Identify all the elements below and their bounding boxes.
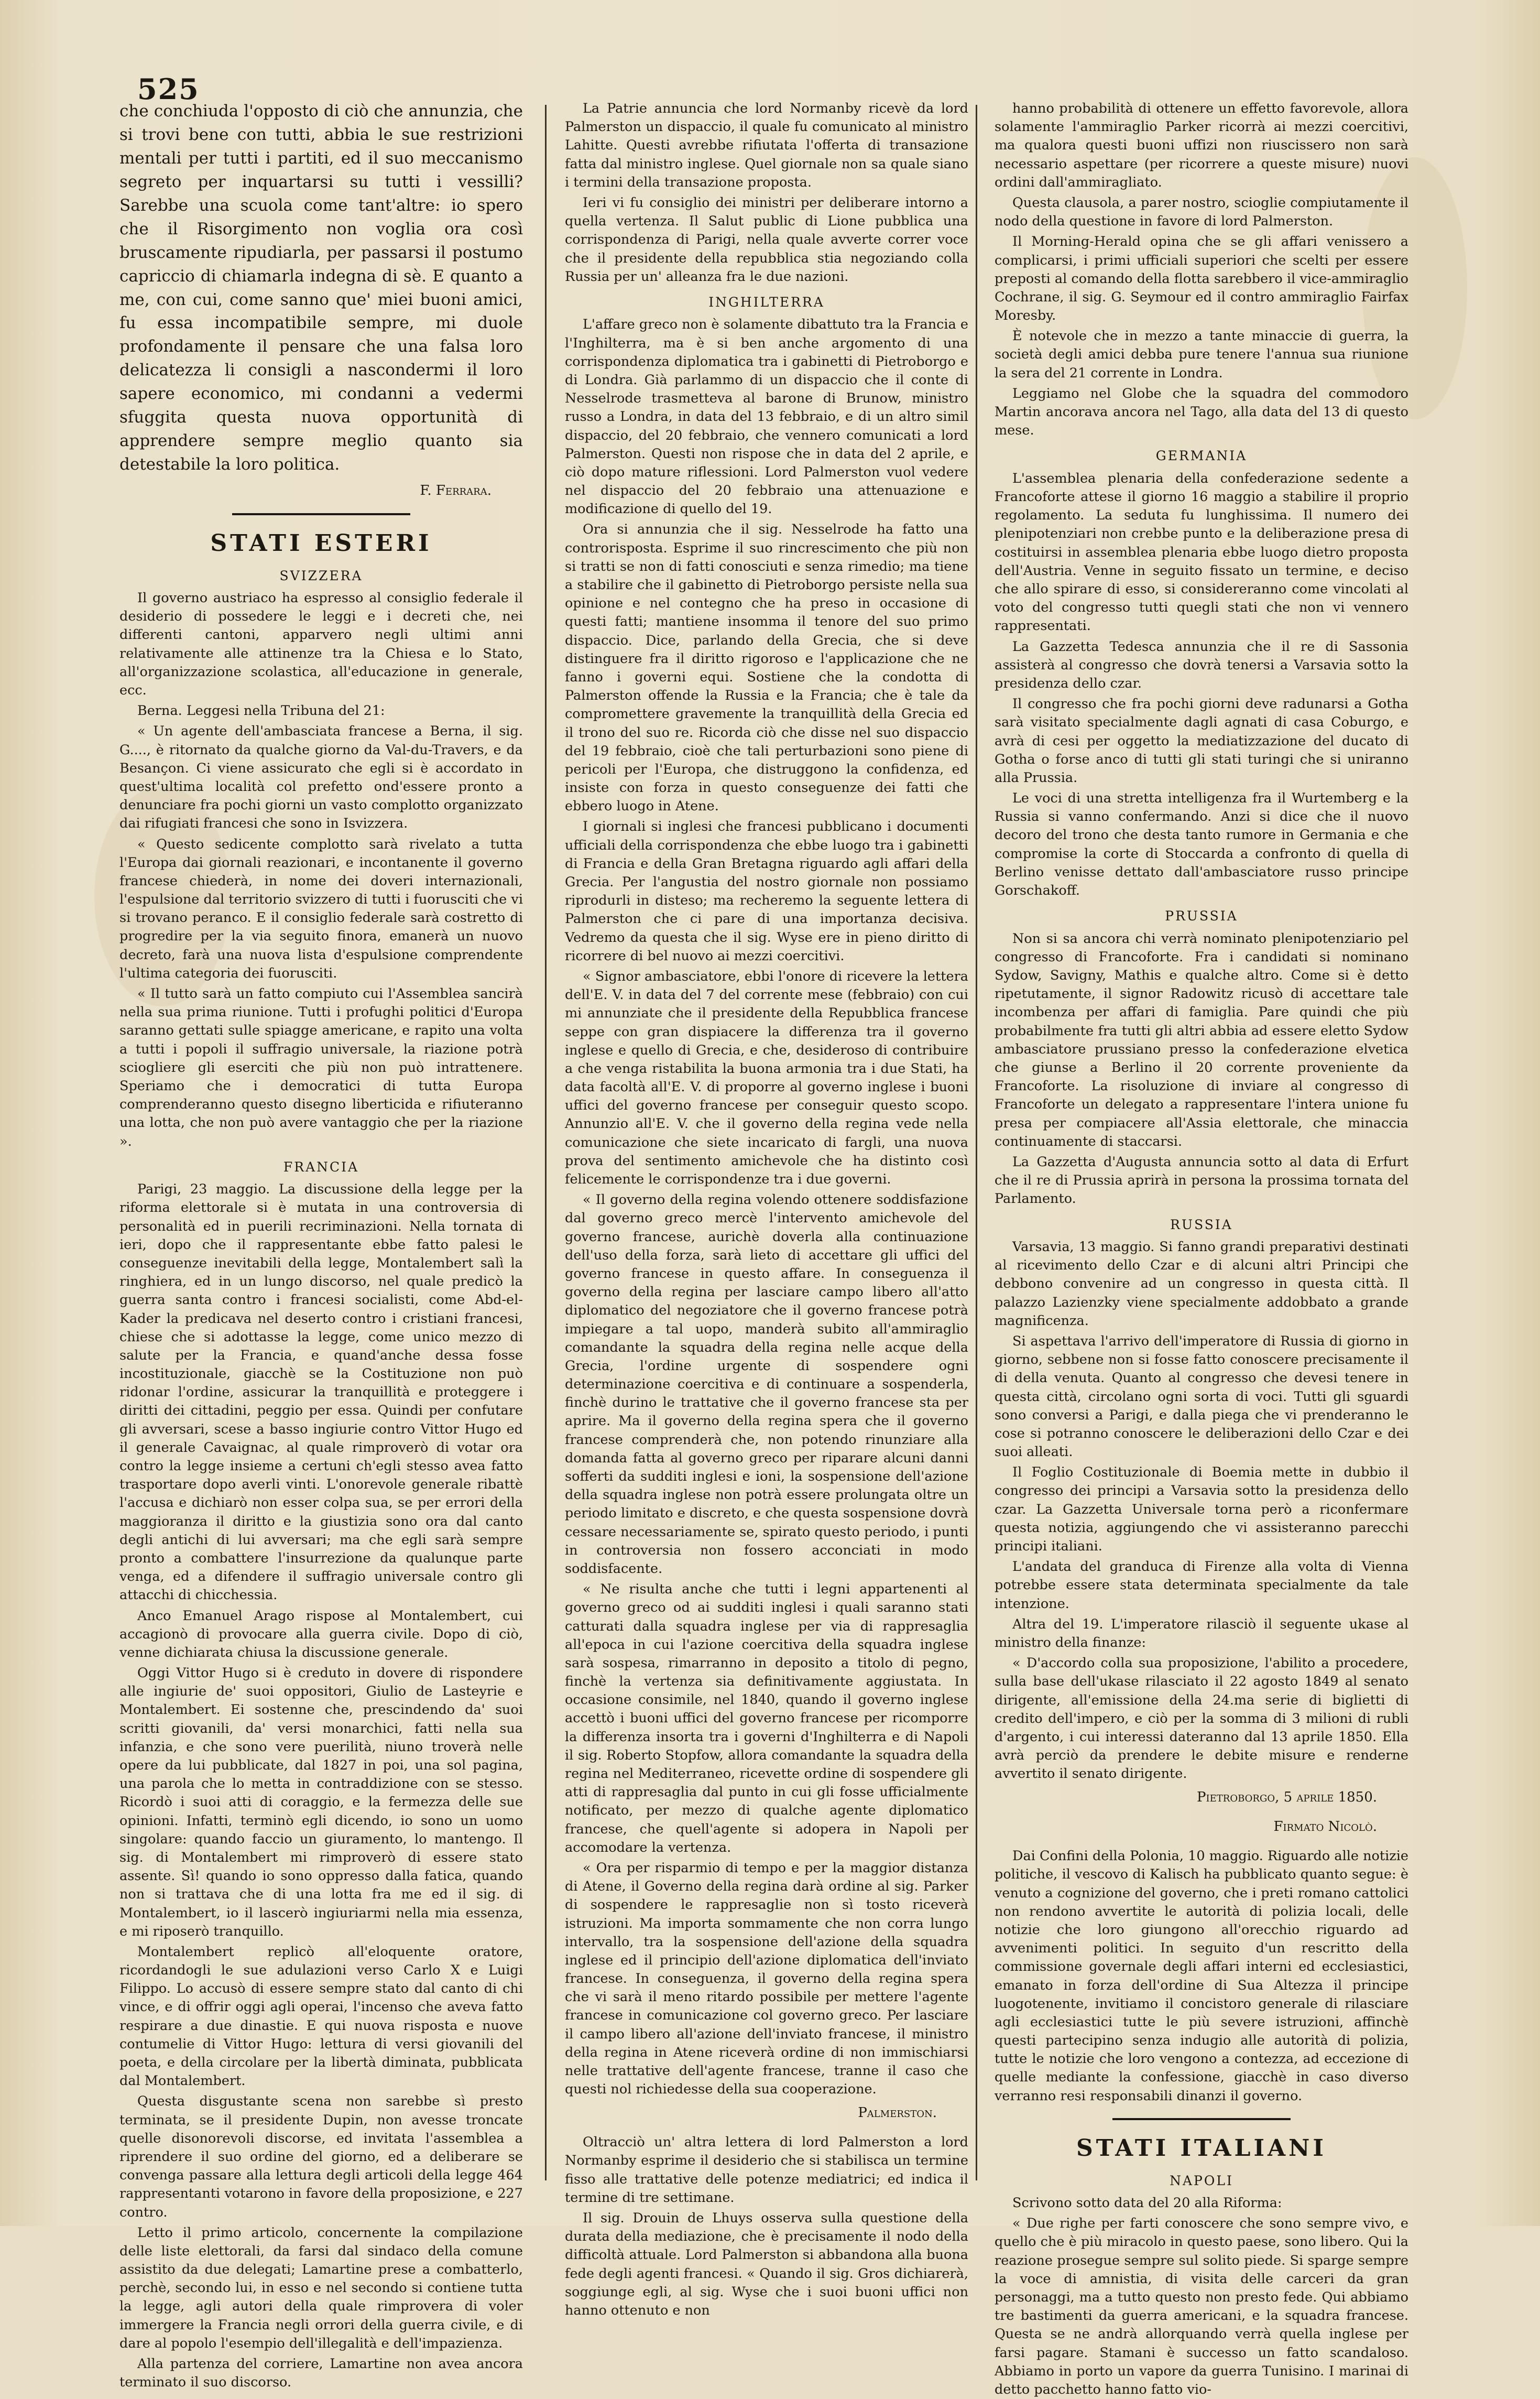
article-paragraph: Il sig. Drouin de Lhuys osserva sulla questione della durata della mediazione, che è precisamente il nodo della difficoltà attuale. Lord Palmerston si abbandona alla buona fede degli agenti francesi. « Quando il sig. Gros dichiarerà, soggiunge egli, al sig. Wyse che i suoi buoni uffici non hanno ottenuto e non (565, 2210, 968, 2318)
article-paragraph: Questa clausola, a parer nostro, scioglie compiutamente il nodo della questione in favore di lord Palmerston. (995, 194, 1408, 230)
article-paragraph: L'affare greco non è solamente dibattuto tra la Francia e l'Inghilterra, ma è si ben anche argomento di una corrispondenza diplomatica tra i gabinetti di Pietroborgo e di Londra. Già parlammo di un dispaccio che il conte di Nesselrode trasmetteva al barone di Brunow, ministro russo a Londra, in data del 13 febbraio, e di un altro simil dispaccio, del 20 febbraio, che vennero comunicati a lord Palmerston. Questi non rispose che in data del 2 aprile, e ciò dopo mature riflessioni. Lord Palmerston vuol vedere nel dispaccio del 20 febbraio una attenuazione e modificazione di quello del 19. (565, 317, 968, 517)
article-paragraph: Anco Emanuel Arago rispose al Montalembert, cui accagionò di provocare alla guerra civile. Dopo di ciò, venne dichiarata chiusa la discussione generale. (119, 1608, 523, 1660)
section-title: STATI ITALIANI (1076, 2134, 1327, 2162)
article-paragraph: che conchiuda l'opposto di ciò che annunzia, che si trovi bene con tutti, abbia le sue restrizioni mentali per tutti i partiti, ed il suo meccanismo segreto per inquartarsi su tutti i vessilli? Sarebbe una scuola come tant'altre: io spero che il Risorgimento non voglia ora così bruscamente ripudiarla, per passarsi il postumo capriccio di chiamarla indegna di sè. E quanto a me, con cui, come sanno que' miei buoni amici, fu essa incompatibile sempre, mi duole profondamente il pensare che una falsa loro delicatezza li consigli a nascondermi il loro sapere economico, mi condanni a vedermi sfuggita questa nuova opportunità di apprendere sempre meglio quanto sia detestabile la loro politica. (119, 102, 523, 474)
article-paragraph: Letto il primo articolo, concernente la compilazione delle liste elettorali, da farsi dal sindaco della comune assistito da due delegati; Lamartine prese a combatterlo, perchè, secondo lui, in esso e nel secondo si contiene tutta la legge, agli autori della quale rimprovera di voler immergere la Francia negli orrori della guerra civile, e di dare al popolo l'esempio dell'illegalità e dell'impazienza. (119, 2224, 523, 2351)
article-paragraph: Oggi Vittor Hugo si è creduto in dovere di rispondere alle ingiurie de' suoi oppositori, Giulio de Lasteyrie e Montalembert. Ei sostenne che, prescindendo da' suoi scritti giovanili, da' versi monarchici, fatti nella sua infanzia, e che sono vere puerilità, niuno troverà nelle opere da lui pubblicate, dal 1827 in poi, una sol pagina, una parola che lo metta in contraddizione con se stesso. Ricordò i suoi atti di coraggio, e la fermezza delle sue opinioni. Infatti, terminò egli dicendo, io sono un uomo singolare: quando faccio un giuramento, lo mantengo. Il sig. di Montalembert mi rimproverò di essere stato assente. Sì! quando io sono oppresso dalla fatica, quando non si trattava che di una lotta fra me ed il sig. di Montalembert, io il lascerò ingiuriarmi nella mia essenza, e mi riposerò tranquillo. (119, 1665, 523, 1939)
signature: F. Ferrara. (420, 483, 492, 498)
article-paragraph: La Patrie annuncia che lord Normanby ricevè da lord Palmerston un dispaccio, il quale fu comunicato al ministro Lahitte. Questi avrebbe rifiutata l'offerta di transazione fatta dal ministro inglese. Quel giornale non sa quale siano i termini della transazione proposta. (565, 101, 968, 190)
article-paragraph: L'andata del granduca di Firenze alla volta di Vienna potrebbe essere stata determinata specialmente da tale intenzione. (995, 1559, 1408, 1612)
signature: Pietroborgo, 5 aprile 1850. (1197, 1789, 1377, 1806)
signature: Firmato Nicolò. (1273, 1819, 1377, 1835)
article-paragraph: « Il tutto sarà un fatto compiuto cui l'Assemblea sancirà nella sua prima riunione. Tutti i profughi politici d'Europa saranno gettati sulle spiagge americane, e rapito una volta a tutti i popoli il suffragio universale, la riazione potrà scioglierе gli eserciti che più non può intrattenere. Speriamo che i democratici di tutta Europa comprenderanno questo disegno liberticida e rifiuteranno una lotta, che non può avere vantaggio che per la riazione ». (119, 986, 523, 1149)
article-paragraph: La Gazzetta d'Augusta annuncia sotto al data di Erfurt che il re di Prussia aprirà in persona la prossima tornata del Parlamento. (995, 1154, 1408, 1207)
article-paragraph: Parigi, 23 maggio. La discussione della legge per la riforma elettorale si è mutata in una controversia di personalità ed in puerili recriminazioni. Nella tornata di ieri, dopo che il rappresentante ebbe fatto palesi le conseguenze inevitabili della legge, Montalembert salì la ringhiera, ed in un lungo discorso, nel quale predicò la guerra santa contro i francesi socialisti, come Abd-el-Kader la predicava nel deserto contro i cristiani francesi, chiese che si adottasse la legge, come unico mezzo di salute per la Francia, e quand'anche dessa fosse incostituzionale, giacchè se la Costituzione non può ridonar l'ordine, assicurar la tranquillità e proteggere i diritti dei cittadini, peggio per essa. Quindi per confutare gli avversari, scese a basso ingiurie contro Vittor Hugo ed il generale Cavaignac, al quale rimproverò di votar ora contro la legge insieme a certuni ch'egli stesso avea fatto trasportare dopo averli vinti. L'onorevole generale ribattè l'accusa e dichiarò non esser colpa sua, se per errori della maggioranza il diritto e la giustizia sono ora dal canto degli antichi di lui avversari; ma che egli sarà sempre pronto a combattere l'insurrezione da qualunque parte venga, ed a difendere il suffragio universale contro gli attacchi di chicchessia. (119, 1181, 523, 1603)
column-divider (976, 105, 977, 2180)
article-paragraph: « Un agente dell'ambasciata francese a Berna, il sig. G...., è ritornato da qualche giorno da Val-du-Travers, e da Besançon. Ci viene assicurato che egli si è accordato in quest'ultima località col prefetto ond'essere pronto a denunciare fra pochi giorni un vasto complotto organizzato dai rifugiati francesi che sono in Isvizzera. (119, 723, 523, 832)
article-paragraph: « Questo sedicente complotto sarà rivelato a tutta l'Europa dai giornali reazionari, e incontanente il governo francese chiederà, in nome dei doveri internazionali, l'espulsione dal territorio svizzero di tutti i fuorusciti che vi si trovano peranco. E il consiglio federale sarà costretto di progredire per la via seguito finora, emanerà un nuovo decreto, farà una nuova lista d'espulsione comprendente l'ultima categoria dei fuorusciti. (119, 836, 523, 981)
page-number: 525 (137, 72, 200, 106)
signature: Palmerston. (858, 2105, 937, 2121)
article-paragraph: È notevole che in mezzo a tante minaccie di guerra, la società degli amici debba pure tenere l'annua sua riunione la sera del 21 corrente in Londra. (995, 328, 1408, 381)
article-paragraph: Si aspettava l'arrivo dell'imperatore di Russia di giorno in giorno, sebbene non si fosse fatto conoscere precisamente il di della venuta. Quanto al congresso che devesi tenere in questa città, circolano ogni sorta di voci. Tutti gli sguardi sono conversi a Parigi, e dalla piega che vi prenderanno le cose si potranno conoscere le deliberazioni dello Czar e dei suoi alleati. (995, 1333, 1408, 1460)
country-heading: PRUSSIA (1165, 908, 1238, 924)
article-paragraph: hanno probabilità di ottenere un effetto favorevole, allora solamente l'ammiraglio Parker ricorrà ai mezzi coercitivi, ma qualora questi buoni uffizi non riuscissero non sarà necessario aspettare (per ricorrere a queste misure) nuovi ordini dall'ammiragliato. (995, 101, 1408, 190)
article-paragraph: « Il governo della regina volendo ottenere soddisfazione dal governo greco mercè l'intervento amichevole del governo francese, aurichè doverla alla continuazione dell'uso della forza, sarà lieto di accettare gli uffici del governo francese in questo affare. In conseguenza il governo della regina per lasciare campo libero all'atto diplomatico del negoziatore che il governo francese potrà impiegare a tal uopo, manderà subito all'ammiraglio comandante la squadra della regina nelle acque della Grecia, l'ordine urgente di sospendere ogni determinazione coercitiva e di continuare a sospenderla, finchè durino le trattative che il governo francese sta per aprire. Ma il governo della regina spera che il governo francese comprenderà che, non potendo rinunziare alla domanda fatta al governo greco per riparare alcuni danni sofferti da sudditi inglesi e ioni, la sospensione dell'azione della squadra inglese non potrà essere prolungata oltre un periodo limitato e discreto, e che questa sospensione dovrà cessare necessariamente se, spirato questo periodo, i punti in controversia non fossero acconciati in modo soddisfacente. (565, 1192, 968, 1577)
article-paragraph: Oltracciò un' altra lettera di lord Palmerston a lord Normanby esprime il desiderio che si stabilisca un termine fisso alle trattative delle potenze mediatrici; ed indica il termine di tre settimane. (565, 2134, 968, 2206)
article-paragraph: Ora si annunzia che il sig. Nesselrode ha fatto una controrisposta. Esprime il suo rincrescimento che più non si tratti se non di fatti conosciuti e senza rimedio; ma tiene a stabilire che il gabinetto di Pietroborgo persiste nella sua opinione e nel contegno che ha preso in occasione di questi fatti; mantiene insomma il tenore del suo primo dispaccio. Dice, parlando della Grecia, che si deve distinguere fra il diritto rigoroso e l'applicazione che ne fanno i governi equi. Sostiene che la condotta di Palmerston offende la Russia e la Francia; che è tale da compromettere gravemente la tranquillità della Grecia ed il trono del suo re. Ricorda ciò che disse nel suo dispaccio del 19 febbraio, cioè che tali perturbazioni sono piene di pericoli per l'Europa, che distruggono la confidenza, ed insiste con forza in questo conseguenze dei fatti che ebbero luogo in Atene. (565, 522, 968, 815)
article-paragraph: Il congresso che fra pochi giorni deve radunarsi a Gotha sarà visitato specialmente dagli agnati di casa Coburgo, e avrà di cesi per oggetto la mediatizzazione del ducato di Gotha o forse anco di tutti gli stati turingi che si uniranno alla Prussia. (995, 696, 1408, 786)
article-paragraph: Dai Confini della Polonia, 10 maggio. Riguardo alle notizie politiche, il vescovo di Kalisch ha pubblicato quanto segue: è venuto a cognizione del governo, che i preti romano cattolici non rendono avvertite le autorità di polizia locali, delle notizie che loro giungono all'orecchio riguardo ad avvenimenti politici. In seguito d'un rescritto della commissione governale degli affari interni ed ecclesiastici, emanato in forza dell'ordine di Sua Altezza il principe luogotenente, invitiamo il concistoro generale di rilasciare agli ecclesiastici tutte le più severe istruzioni, affinchè questi partecipino senza indugio alle autorità di polizia, tutte le notizie che loro vengono a contezza, ad eccezione di quelle mediante la confessione, giacchè in caso diverso verranno resi responsabili dinanzi il governo. (995, 1848, 1408, 2104)
article-paragraph: « D'accordo colla sua proposizione, l'abilito a procedere, sulla base dell'ukase rilasciato il 22 agosto 1849 al senato dirigente, all'emissione della 24.ma serie di biglietti di credito dell'impero, e ciò per la somma di 3 milioni di rubli d'argento, i cui interessi dateranno dal 13 aprile 1850. Ella avrà perciò da prendere le debite misure e renderne avvertito il senato dirigente. (995, 1655, 1408, 1782)
ornamental-rule (232, 511, 410, 517)
country-heading: GERMANIA (1155, 448, 1248, 464)
article-paragraph: L'assemblea plenaria della confederazione sedente a Francoforte attese il giorno 16 maggio a stabilire il proprio regolamento. La seduta fu lunghissima. Il numero dei plenipotenziari non crebbe punto e la deliberazione presa di costituirsi in assemblea plenaria ebbe luogo dietro proposta dell'Austria. Venne in seguito fissato un termine, e deciso che allo spirare di esso, si considereranno come vincolati al voto del congresso tutti quegli stati che non vi vennero rappresentati. (995, 470, 1408, 634)
article-paragraph: Varsavia, 13 maggio. Si fanno grandi preparativi destinati al ricevimento dello Czar e di alcuni altri Principi che debbono convenire ad un congresso in questa città. Il palazzo Lazienzky viene specialmente addobbato a grande magnificenza. (995, 1239, 1408, 1329)
article-paragraph: Le voci di una stretta intelligenza fra il Wurtemberg e la Russia si vanno confermando. Anzi si dice che il nuovo decoro del trono che desta tanto rumore in Germania e che compromise la corte di Stoccarda a confronto di quella di Berlino venisse dettato dall'ambasciatore russo principe Gorschakoff. (995, 790, 1408, 898)
country-heading: FRANCIA (283, 1159, 359, 1175)
article-paragraph: Questa disgustante scena non sarebbe sì presto terminata, se il presidente Dupin, non avesse troncate quelle disonorevoli discorse, ed invitata l'assemblea a riprendere il suo ordine del giorno, ed a deliberare se convenga passare alla lettura degli articoli della legge 464 rappresentanti votarono in favore della proposizione, e 227 contro. (119, 2093, 523, 2220)
article-paragraph: Ieri vi fu consiglio dei ministri per deliberare intorno a quella vertenza. Il Salut public di Lione pubblica una corrispondenza di Parigi, nella quale avverte correr voce che il presidente della repubblica stia negoziando colla Russia per un' alleanza fra le due nazioni. (565, 194, 968, 285)
article-paragraph: Il governo austriaco ha espresso al consiglio federale il desiderio di possedere le leggi e i decreti che, nei differenti cantoni, apparvero negli ultimi anni relativamente alle attinenze tra la Chiesa e lo Stato, all'organizzazione scolastica, all'educazione in generale, ecc. (119, 590, 523, 699)
article-paragraph: Leggiamo nel Globe che la squadra del commodoro Martin ancorava ancora nel Tago, alla data del 13 di questo mese. (995, 385, 1408, 439)
country-heading: RUSSIA (1170, 1217, 1233, 1232)
country-heading: INGHILTERRA (708, 294, 825, 310)
article-paragraph: I giornali si inglesi che francesi pubblicano i documenti ufficiali della corrispondenza che ebbe luogo tra i gabinetti di Francia e della Gran Bretagna riguardo agli affari della Grecia. Per l'angustia del nostro giornale non possiamo riprodurli in disteso; ma recheremo la seguente lettera di Palmerston che ci pare di una importanza decisiva. Vedremo da questa che il sig. Wyse ere in pieno diritto di ricorrere di bel nuovo ai mezzi coercitivi. (565, 819, 968, 964)
section-title: STATI ESTERI (210, 529, 432, 557)
article-paragraph: Alla partenza del corriere, Lamartine non avea ancora terminato il suo discorso. (119, 2356, 523, 2391)
article-paragraph: Il Morning-Herald opina che se gli affari venissero a complicarsi, i primi ufficiali superiori che scelti per essere preposti al comando della flotta sarebbero il vice-ammiraglio Cochrane, il sig. G. Seymour ed il contro ammiraglio Fairfax Moresby. (995, 234, 1408, 324)
article-paragraph: Montalembert replicò all'eloquente oratore, ricordandogli le sue adulazioni verso Carlo X e Luigi Filippo. Lo accusò di essere sempre stato dal canto di chi vince, e di offrir oggi agli operai, l'incenso che aveva fatto respirare a due dinastie. E qui nuova risposta e nuove contumelie di Vittor Hugo: lettura di versi giovanili del poeta, e della circolare per la libertà diminata, pubblicata dal Montalembert. (119, 1944, 523, 2089)
column-1 (119, 100, 523, 2391)
article-paragraph: Il Foglio Costituzionale di Boemia mette in dubbio il congresso dei principi a Varsavia sotto la presidenza dello czar. La Gazzetta Universale torna però a riconfermare questa notizia, aggiungendo che vi assisteranno parecchi principi italiani. (995, 1464, 1408, 1554)
country-heading: SVIZZERA (279, 568, 363, 583)
article-paragraph: Non si sa ancora chi verrà nominato plenipotenziario pel congresso di Francoforte. Fra i candidati si nominano Sydow, Savigny, Mathis e qualche altro. Come si è detto ripetutamente, il signor Radowitz ricusò di accettare tale incombenza per affari di famiglia. Pare quindi che più probabilmente fra tutti gli altri abbia ad essere eletto Sydow ambasciatore prussiano presso la confederazione elvetica che giunse a Berlino il 20 corrente proveniente da Francoforte. La risoluzione di inviare al congresso di Francoforte un delegato a rappresentare l'intera unione fu presa per compiacere all'Assia elettorale, che minaccia continuamente di staccarsi. (995, 930, 1408, 1149)
column-divider (545, 105, 547, 2180)
column-2 (565, 100, 968, 2318)
article-paragraph: Scrivono sotto data del 20 alla Riforma: (1012, 2195, 1282, 2211)
article-paragraph: Berna. Leggesi nella Tribuna del 21: (137, 703, 385, 719)
article-paragraph: « Ora per risparmio di tempo e per la maggior distanza di Atene, il Governo della regina darà ordine al sig. Parker di sospendere le rappresaglie non sì tosto riceverà istruzioni. Ma importa sommamente che non corra lungo intervallo, tra la sospensione dell'azione della squadra inglese ed il principio dell'azione diplomatica dell'inviato francese. In conseguenza, il governo della regina spera che vi sarà il meno ritardo possibile per mettere l'agente francese in comunicazione col governo greco. Per lasciare il campo libero all'azione dell'inviato francese, il ministro della regina in Atene riceverà ordine di non immischiarsi nelle trattative dell'agente francese, tranne il caso che questi nol richiedesse della sua cooperazione. (565, 1860, 968, 2098)
country-heading: NAPOLI (1170, 2173, 1233, 2188)
ornamental-rule (1112, 2116, 1291, 2122)
article-paragraph: « Signor ambasciatore, ebbi l'onore di ricevere la lettera dell'E. V. in data del 7 del corrente mese (febbraio) con cui mi annunziate che il presidente della Repubblica francese seppe con gran dispiacere la differenza tra il governo inglese e quello di Grecia, e che, desideroso di contribuire a che venga ristabilita la buona armonia tra i due Stati, ha data facoltà all'E. V. di proporre al governo inglese i buoni uffici del governo francese per conseguir questo scopo. Annunzio all'E. V. che il governo della regina vede nella comunicazione che siete incaricato di fargli, una nuova prova del sentimento amichevole che ha distinto così felicemente le corrispondenze tra i due governi. (565, 968, 968, 1187)
article-paragraph: La Gazzetta Tedesca annunzia che il re di Sassonia assisterà al congresso che dovrà tenersi a Varsavia sotto la presidenza dello czar. (995, 638, 1408, 691)
article-paragraph: « Ne risulta anche che tutti i legni appartenenti al governo greco od ai sudditi inglesi i quali saranno stati catturati dalla squadra inglese per via di rappresaglia all'epoca in cui l'azione coercitiva della squadra inglese sarà sospesa, rimarranno in deposito a titolo di pegno, finchè la vertenza sia definitivamente aggiustata. In occasione consimile, nel 1840, quando il governo inglese accettò i buoni uffici del governo francese per ricomporre la differenza insorta tra i governi d'Inghilterra e di Napoli il sig. Roberto Stopfow, allora comandante la squadra della regina nel Mediterraneo, ricevette ordine di sospendere gli atti di rappresaglia dal punto in cui gli fosse ufficialmente notificato, per mezzo di qualche agente diplomatico francese, che quell'agente si adopera in Napoli per accomodare la vertenza. (565, 1581, 968, 1855)
article-paragraph: Altra del 19. L'imperatore rilasciò il seguente ukase al ministro della finanze: (995, 1616, 1408, 1651)
article-paragraph: « Due righe per farti conoscere che sono sempre vivo, e quello che è più miracolo in questo paese, sono libero. Qui la reazione prosegue sempre sul solito piede. Si sparge sempre la voce di amnistia, di visita delle carceri da gran personaggi, ma a tutto questo non presto fede. Qui abbiamo tre bastimenti da guerra americani, e la squadra francese. Questa se ne andrà allorquando verrà quella inglese per farsi pagare. Stamani è successo un fatto scandaloso. Abbiamo in porto un vapore da guerra Tunisino. I marinai di detto pacchetto hanno fatto vio- (995, 2216, 1408, 2397)
column-3 (995, 100, 1408, 2397)
